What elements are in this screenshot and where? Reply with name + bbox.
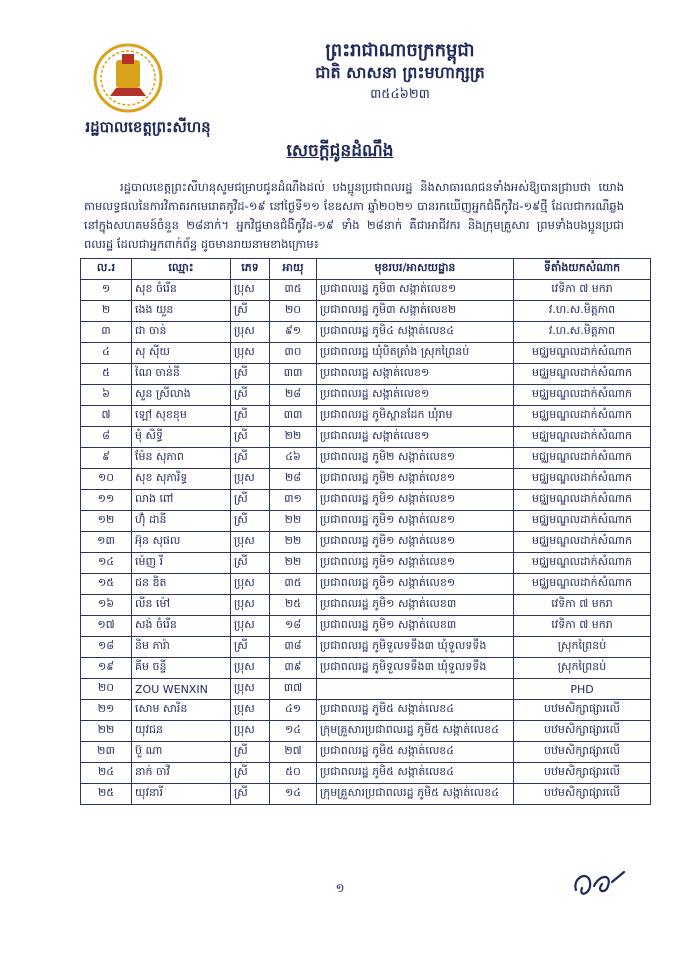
cell-name: លាង ពៅ (132, 490, 231, 511)
cell-occupation-address: ប្រជាពលរដ្ឋ ភូមិ១ សង្កាត់លេខ៣ (317, 595, 514, 616)
kingdom-header (220, 40, 580, 106)
cell-age: ៣៨ (270, 637, 317, 658)
cell-name: សុខ សុភារិទ្ធ (132, 469, 231, 490)
table-row (81, 343, 651, 364)
table-row (81, 616, 651, 637)
cell-number: ១៤ (81, 553, 132, 574)
intro-text: រដ្ឋបាលខេត្តព្រះសីហនុសូមជម្រាបជូនដំណឹងដល់ បងប្អូនប្រជាពលរដ្ឋ និងសាធារណជនទាំងអស់ឱ្យបានជ្រាបថា យោងតាមលទ្ធផលនៃការវិភាគរកមេរោគកូវីដ-១៩ នៅថ្ងៃទី១១ ខែឧសភា ឆ្នាំ២០២១ បានរកឃើញអ្នកជំងឺកូវីដ-១៩ថ្មី ដែលជាករណីឆ្លងនៅក្នុងសហគមន៍ចំនួន ២៨នាក់។ អ្នកវិជ្ជមានជំងឺកូវីដ-១៩ ទាំង ២៨នាក់ គឺជាអាជីវករ និងក្រុមគ្រួសារ ព្រមទាំងបងប្អូនប្រជាពលរដ្ឋ ដែលជាអ្នកពាក់ព័ន្ធ ដូចមានរាយនាមខាងក្រោម៖ (84, 180, 624, 251)
intro-paragraph (84, 178, 624, 254)
cell-name: សួន ស្រីលាង (132, 385, 231, 406)
cell-age: ១៨ (270, 616, 317, 637)
cell-age: ២២ (270, 427, 317, 448)
cell-number: ១១ (81, 490, 132, 511)
cell-sampling-site: បឋមសិក្សាផ្សារលើ (514, 763, 651, 784)
table-row (81, 448, 651, 469)
cell-sex: ស្រី (231, 301, 270, 322)
cell-name: ហ៊ុំ ដានី (132, 511, 231, 532)
cell-occupation-address: ប្រជាពលរដ្ឋ ភូមិ៤ សង្កាត់លេខ៤ (317, 322, 514, 343)
table-row (81, 700, 651, 721)
cell-sex: ស្រី (231, 784, 270, 805)
organization-name: រដ្ឋបាលខេត្តព្រះសីហនុ (85, 118, 211, 136)
cell-occupation-address: ប្រជាពលរដ្ឋ ភូមិ១ សង្កាត់លេខ១ (317, 490, 514, 511)
cell-number: ៣ (81, 322, 132, 343)
cell-name: យុវនារី (132, 784, 231, 805)
cell-sex: ប្រុស (231, 616, 270, 637)
cell-name: ងេង យួន (132, 301, 231, 322)
cell-number: ២ (81, 301, 132, 322)
cell-sampling-site: ស្រុកព្រៃនប់ (514, 637, 651, 658)
table-row (81, 574, 651, 595)
cell-name: អ៊ុន សុផល (132, 532, 231, 553)
table-row (81, 406, 651, 427)
cell-age: ៣៣ (270, 406, 317, 427)
cell-sampling-site: មជ្ឈមណ្ឌលដាក់សំណាក (514, 385, 651, 406)
cell-name: មុំ សិទ្ធី (132, 427, 231, 448)
cell-name: សង់ ចំរើន (132, 616, 231, 637)
cell-number: ១ (81, 280, 132, 301)
table-row (81, 385, 651, 406)
cell-occupation-address: ប្រជាពលរដ្ឋ ភូមិ២ សង្កាត់លេខ១ (317, 469, 514, 490)
cell-name: សោម សារិន (132, 700, 231, 721)
cell-sex: ស្រី (231, 427, 270, 448)
table-row (81, 490, 651, 511)
cell-sex: ស្រី (231, 490, 270, 511)
table-row (81, 721, 651, 742)
cell-number: ៨ (81, 427, 132, 448)
cell-sex: ប្រុស (231, 280, 270, 301)
cell-number: ១០ (81, 469, 132, 490)
cell-age: ៣១ (270, 490, 317, 511)
cell-age: ៣៣ (270, 364, 317, 385)
cell-age: ៣០ (270, 343, 317, 364)
cell-number: ៩ (81, 448, 132, 469)
cell-name: លីន ម៉ៅ (132, 595, 231, 616)
cell-number: ៤ (81, 343, 132, 364)
cell-age: ៣៩ (270, 658, 317, 679)
cell-occupation-address: ប្រជាពលរដ្ឋ ភូមិទួលទទឹង៣ ឃុំទួលទទឹង (317, 637, 514, 658)
cell-age: ២៥ (270, 595, 317, 616)
cell-sex: ប្រុស (231, 595, 270, 616)
cell-sex: ស្រី (231, 637, 270, 658)
header-sex: ភេទ (231, 259, 270, 280)
cell-sampling-site: បឋមសិក្សាផ្សារលើ (514, 721, 651, 742)
header-name: ឈ្មោះ (132, 259, 231, 280)
cell-number: ១៩ (81, 658, 132, 679)
cell-sampling-site: មជ្ឈមណ្ឌលដាក់សំណាក (514, 553, 651, 574)
cell-number: ៦ (81, 385, 132, 406)
cell-name: ឡៅ សុខខុម (132, 406, 231, 427)
cell-sampling-site: បឋមសិក្សាផ្សារលើ (514, 742, 651, 763)
cell-sex: ស្រី (231, 511, 270, 532)
cell-number: ២៤ (81, 763, 132, 784)
cell-sampling-site: បឋមសិក្សាផ្សារលើ (514, 784, 651, 805)
cell-sex: ស្រី (231, 448, 270, 469)
cell-occupation-address: ប្រជាពលរដ្ឋ ភូមិ២ សង្កាត់លេខ១ (317, 448, 514, 469)
cell-occupation-address: ប្រជាពលរដ្ឋ ឃុំបិតត្រាំង ស្រុកព្រៃនប់ (317, 343, 514, 364)
cell-name: សុខ ចំរើន (132, 280, 231, 301)
cell-number: ១៨ (81, 637, 132, 658)
table-row (81, 469, 651, 490)
cell-sampling-site: មជ្ឈមណ្ឌលដាក់សំណាក (514, 427, 651, 448)
cell-sex: ប្រុស (231, 658, 270, 679)
table-row (81, 301, 651, 322)
cell-age: ៩១ (270, 322, 317, 343)
cell-sampling-site: មជ្ឈមណ្ឌលដាក់សំណាក (514, 511, 651, 532)
cell-number: ២៣ (81, 742, 132, 763)
cell-sex: ស្រី (231, 763, 270, 784)
cell-sex: ប្រុស (231, 679, 270, 700)
table-row (81, 637, 651, 658)
cell-name: ម៉ែន សុភាព (132, 448, 231, 469)
cell-sex: ស្រី (231, 406, 270, 427)
cell-age: ៣៥ (270, 574, 317, 595)
header-ornament: ៣៥៤៦២៣ (370, 87, 430, 102)
cell-occupation-address: ប្រជាពលរដ្ឋ ភូមិទួលទទឹង៣ ឃុំទួលទទឹង (317, 658, 514, 679)
cell-sampling-site: មជ្ឈមណ្ឌលដាក់សំណាក (514, 490, 651, 511)
header-number: ល.រ (81, 259, 132, 280)
signature-mark (568, 860, 628, 904)
cell-age: ២៨ (270, 469, 317, 490)
page-number: ១ (335, 881, 345, 895)
cell-sex: ប្រុស (231, 721, 270, 742)
cell-name: និម ភារ៉ា (132, 637, 231, 658)
table-row (81, 553, 651, 574)
cell-age: ២៧ (270, 742, 317, 763)
table-header-row (81, 259, 651, 280)
cell-number: ២១ (81, 700, 132, 721)
cell-occupation-address: ក្រុមគ្រួសារប្រជាពលរដ្ឋ ភូមិ៥ សង្កាត់លេខ៤ (317, 721, 514, 742)
cell-name: ណៃ ចាន់នី (132, 364, 231, 385)
table-row (81, 280, 651, 301)
cell-sampling-site: មជ្ឈមណ្ឌលដាក់សំណាក (514, 469, 651, 490)
cell-occupation-address: ប្រជាពលរដ្ឋ សង្កាត់លេខ១ (317, 364, 514, 385)
cell-name: សុ សុីយ (132, 343, 231, 364)
cell-sex: ប្រុស (231, 700, 270, 721)
header-sampling-site: ទីតាំងយកសំណាក (514, 259, 651, 280)
cell-number: ២២ (81, 721, 132, 742)
cell-number: ២៥ (81, 784, 132, 805)
cell-number: ៧ (81, 406, 132, 427)
document-title: សេចក្តីជូនដំណឹង (286, 141, 394, 161)
cell-age: ៤៦ (270, 448, 317, 469)
cell-sex: ស្រី (231, 364, 270, 385)
cell-age: ៥០ (270, 763, 317, 784)
table-row (81, 784, 651, 805)
cell-sampling-site: មជ្ឈមណ្ឌលដាក់សំណាក (514, 406, 651, 427)
cell-age: ២៨ (270, 385, 317, 406)
cell-age: ៤១ (270, 700, 317, 721)
table-row (81, 679, 651, 700)
table-row (81, 742, 651, 763)
cell-occupation-address: ប្រជាពលរដ្ឋ ភូមិ១ សង្កាត់លេខ១ (317, 574, 514, 595)
cell-name: ជា ចាន់ (132, 322, 231, 343)
cell-name: ប៊ួ ណា (132, 742, 231, 763)
cell-name: ZOU WENXIN (132, 679, 231, 700)
cell-number: ១២ (81, 511, 132, 532)
cell-occupation-address: ប្រជាពលរដ្ឋ ភូមិ១ សង្កាត់លេខ១ (317, 511, 514, 532)
cell-sex: ប្រុស (231, 343, 270, 364)
cell-sampling-site: ស្រុកព្រៃនប់ (514, 658, 651, 679)
cell-occupation-address: ប្រជាពលរដ្ឋ សង្កាត់លេខ១ (317, 385, 514, 406)
cell-number: ១៣ (81, 532, 132, 553)
cell-age: ២២ (270, 532, 317, 553)
cell-occupation-address: ប្រជាពលរដ្ឋ ភូមិ៥ សង្កាត់លេខ៤ (317, 742, 514, 763)
cell-sex: ស្រី (231, 553, 270, 574)
cell-sex: ស្រី (231, 742, 270, 763)
cell-number: ៥ (81, 364, 132, 385)
cell-age: ២០ (270, 301, 317, 322)
cell-occupation-address: ប្រជាពលរដ្ឋ ភូមិ៣ សង្កាត់លេខ១ (317, 280, 514, 301)
cell-sampling-site: មជ្ឈមណ្ឌលដាក់សំណាក (514, 364, 651, 385)
cell-age: ៣៧ (270, 679, 317, 700)
cell-occupation-address: ប្រជាពលរដ្ឋ ភូមិស្ពានដែក ឃុំរាម (317, 406, 514, 427)
header-occupation-address: មុខរបរ/អាសយដ្ឋាន (317, 259, 514, 280)
cell-age: ២២ (270, 553, 317, 574)
cell-number: ២០ (81, 679, 132, 700)
cell-sampling-site: វ.ហ.ស.មិត្តភាព (514, 301, 651, 322)
cell-occupation-address (317, 679, 514, 700)
cell-age: ២២ (270, 511, 317, 532)
cell-sampling-site: វេទិកា ៧ មករា (514, 280, 651, 301)
cell-sex: ប្រុស (231, 532, 270, 553)
cell-sex: ស្រី (231, 385, 270, 406)
cell-sampling-site: វេទិកា ៧ មករា (514, 595, 651, 616)
table-row (81, 532, 651, 553)
table-row (81, 427, 651, 448)
cell-number: ១៦ (81, 595, 132, 616)
table-row (81, 595, 651, 616)
table-row (81, 511, 651, 532)
cell-sampling-site: វេទិកា ៧ មករា (514, 616, 651, 637)
cell-sampling-site: មជ្ឈមណ្ឌលដាក់សំណាក (514, 448, 651, 469)
cell-sampling-site: PHD (514, 679, 651, 700)
cell-age: ១៤ (270, 784, 317, 805)
table-row (81, 658, 651, 679)
cell-occupation-address: ប្រជាពលរដ្ឋ ភូមិ៣ សង្កាត់លេខ២ (317, 301, 514, 322)
cell-occupation-address: ប្រជាពលរដ្ឋ ភូមិ១ សង្កាត់លេខ៣ (317, 616, 514, 637)
cell-age: ៣៥ (270, 280, 317, 301)
cell-occupation-address: ប្រជាពលរដ្ឋ ភូមិ១ សង្កាត់លេខ១ (317, 532, 514, 553)
cell-sex: ប្រុស (231, 574, 270, 595)
cell-sampling-site: មជ្ឈមណ្ឌលដាក់សំណាក (514, 532, 651, 553)
cell-name: ជន ឌិត (132, 574, 231, 595)
cell-occupation-address: ប្រជាពលរដ្ឋ សង្កាត់លេខ១ (317, 427, 514, 448)
cell-name: ម៉េញ រី (132, 553, 231, 574)
cell-occupation-address: ប្រជាពលរដ្ឋ ភូមិ៥ សង្កាត់លេខ៤ (317, 700, 514, 721)
cell-occupation-address: ក្រុមគ្រួសារប្រជាពលរដ្ឋ ភូមិ៥ សង្កាត់លេខ៤ (317, 784, 514, 805)
cell-sampling-site: មជ្ឈមណ្ឌលដាក់សំណាក (514, 574, 651, 595)
cell-number: ១៥ (81, 574, 132, 595)
provincial-emblem-logo (92, 42, 164, 114)
case-table (80, 258, 651, 805)
cell-sex: ប្រុស (231, 469, 270, 490)
table-row (81, 322, 651, 343)
table-row (81, 364, 651, 385)
cell-sampling-site: មជ្ឈមណ្ឌលដាក់សំណាក (514, 343, 651, 364)
kingdom-name: ព្រះរាជាណាចក្រកម្ពុជា (325, 40, 475, 61)
cell-name: នាក់ ចាវី (132, 763, 231, 784)
cell-occupation-address: ប្រជាពលរដ្ឋ ភូមិ៥ សង្កាត់លេខ៤ (317, 763, 514, 784)
cell-sex: ប្រុស (231, 322, 270, 343)
table-row (81, 763, 651, 784)
cell-sampling-site: វ.ហ.ស.មិត្តភាព (514, 322, 651, 343)
cell-name: យុវជន (132, 721, 231, 742)
cell-number: ១៧ (81, 616, 132, 637)
cell-name: គីម ចន្ទី (132, 658, 231, 679)
table-body (81, 280, 651, 805)
cell-occupation-address: ប្រជាពលរដ្ឋ ភូមិ១ សង្កាត់លេខ១ (317, 553, 514, 574)
header-age: អាយុ (270, 259, 317, 280)
national-motto: ជាតិ សាសនា ព្រះមហាក្សត្រ (315, 63, 485, 82)
cell-sampling-site: បឋមសិក្សាផ្សារលើ (514, 700, 651, 721)
cell-age: ១៤ (270, 721, 317, 742)
